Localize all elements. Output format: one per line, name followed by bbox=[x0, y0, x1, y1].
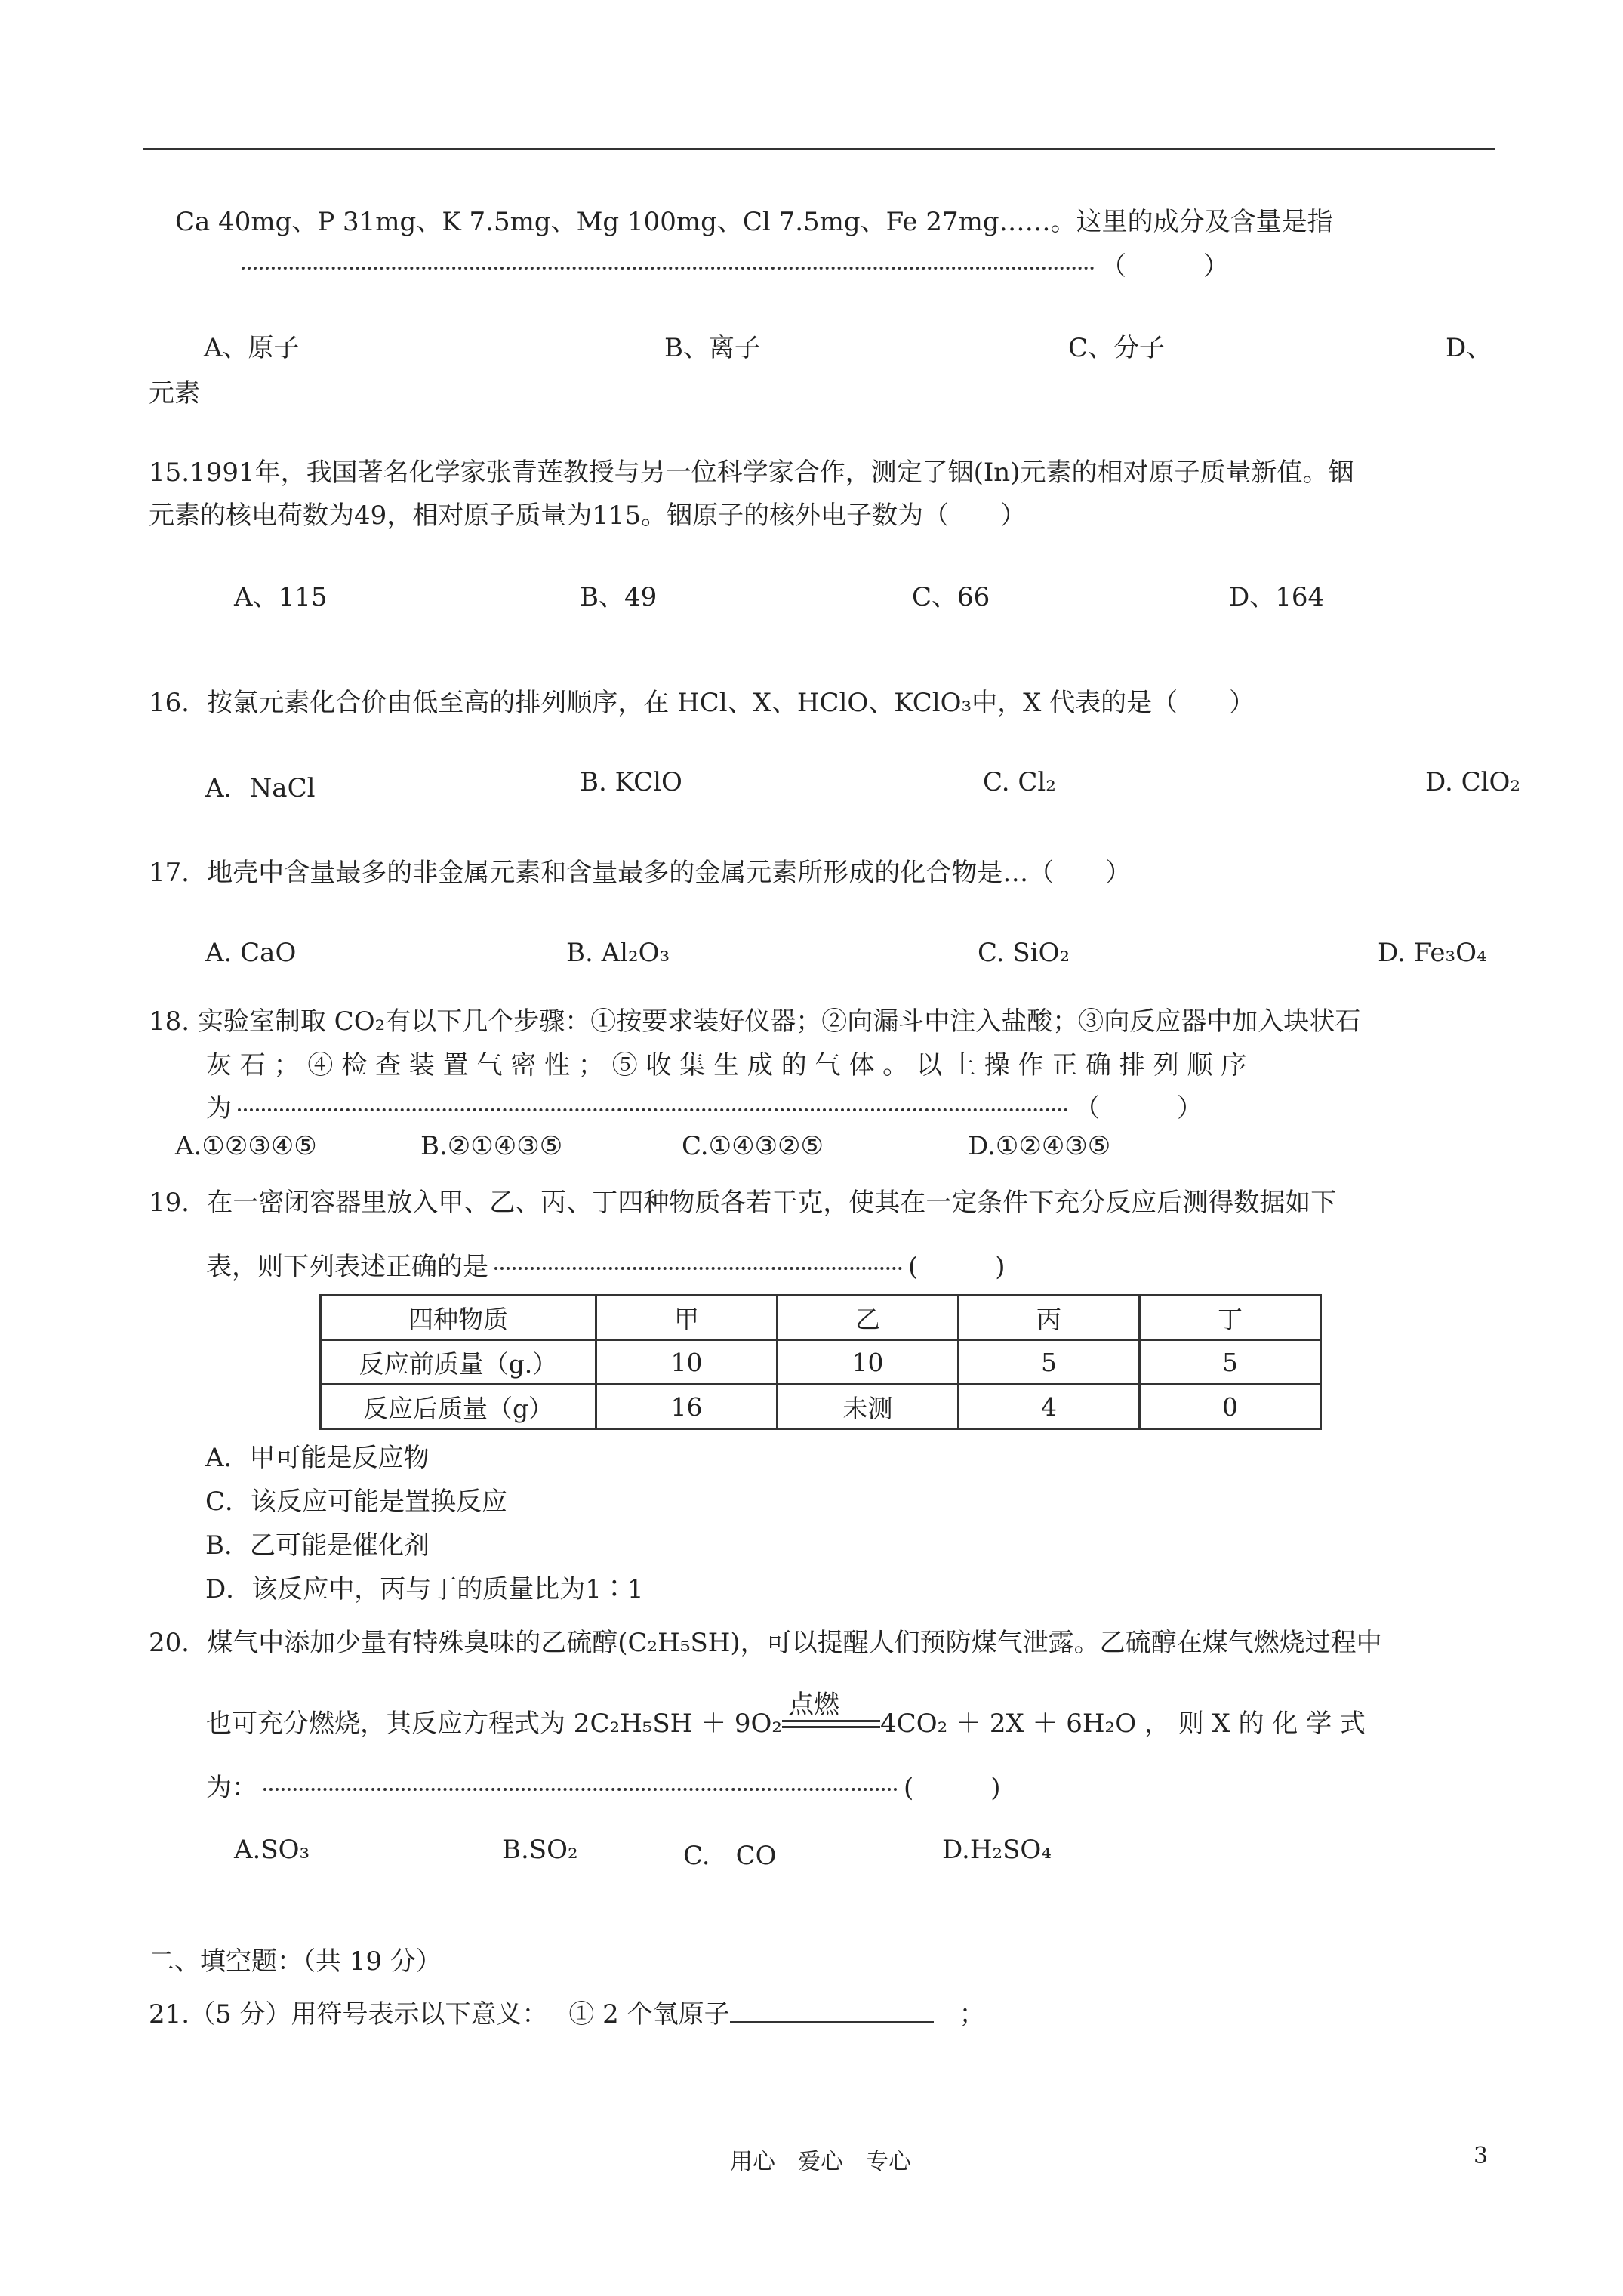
question-20-line1: 20．煤气中添加少量有特殊臭味的乙硫醇(C₂H₅SH)，可以提醒人们预防煤气泄露。乙硫醇在煤气燃烧过程中 bbox=[149, 1628, 1382, 1658]
q20-option-a: A.SO₃ bbox=[234, 1835, 310, 1865]
table-cell: 反应后质量（g） bbox=[321, 1385, 596, 1429]
table-cell: 未测 bbox=[778, 1385, 959, 1429]
data-table bbox=[319, 1294, 1322, 1430]
option-c: C、分子 bbox=[1068, 333, 1166, 363]
q19-option-c: C．该反应可能是置换反应 bbox=[205, 1487, 508, 1517]
answer-paren: （ ） bbox=[1101, 251, 1229, 282]
q16-option-a: A．NaCl bbox=[205, 773, 316, 803]
q19-option-b: B．乙可能是催化剂 bbox=[205, 1530, 430, 1561]
question-14-line1: Ca 40mg、P 31mg、K 7.5mg、Mg 100mg、Cl 7.5mg、Fe 27mg……。这里的成分及含量是指 bbox=[175, 207, 1333, 237]
option-d-wrap: 元素 bbox=[149, 378, 200, 408]
q21-text: 21.（5 分）用符号表示以下意义： ① 2 个氧原子 bbox=[149, 1999, 730, 2029]
question-20-line3 bbox=[206, 1767, 1001, 1804]
footer-slogan: 用心 爱心 专心 bbox=[730, 2149, 911, 2175]
question-15-line1: 15.1991年，我国著名化学家张青莲教授与另一位科学家合作，测定了铟(In)元素的相对原子质量新值。铟 bbox=[149, 458, 1354, 488]
question-17-stem: 17．地壳中含量最多的非金属元素和含量最多的金属元素所形成的化合物是…（ ） bbox=[149, 858, 1132, 888]
table-cell: 16 bbox=[596, 1385, 778, 1429]
dot-leader bbox=[242, 267, 1095, 270]
answer-blank[interactable] bbox=[730, 1999, 934, 2023]
q20-line3-start: 为： bbox=[206, 1773, 257, 1803]
table-cell: 10 bbox=[778, 1340, 959, 1385]
q20-option-c: C. CO bbox=[683, 1841, 777, 1871]
table-row bbox=[321, 1340, 1321, 1385]
question-19-line1: 19．在一密闭容器里放入甲、乙、丙、丁四种物质各若干克，使其在一定条件下充分反应后测得数据如下 bbox=[149, 1188, 1337, 1218]
reaction-condition: 点燃 bbox=[788, 1690, 840, 1720]
question-19-line2 bbox=[206, 1246, 1006, 1283]
equation-left: 也可充分燃烧，其反应方程式为 2C₂H₅SH ＋ 9O₂ bbox=[206, 1709, 783, 1739]
question-18-line1: 18. 实验室制取 CO₂有以下几个步骤：①按要求装好仪器；②向漏斗中注入盐酸；③向反应器中加入块状石 bbox=[149, 1006, 1361, 1037]
q18-line3-start: 为 bbox=[206, 1093, 232, 1123]
answer-paren: ( ) bbox=[908, 1252, 1006, 1282]
q20-option-d: D.H₂SO₄ bbox=[942, 1835, 1052, 1865]
question-18-line2: 灰 石 ； ④ 检 查 装 置 气 密 性 ； ⑤ 收 集 生 成 的 气 体 。 以 上 操 作 正 确 排 列 顺 序 bbox=[206, 1050, 1247, 1080]
table-header-cell: 甲 bbox=[596, 1296, 778, 1340]
q18-option-c: C.①④③②⑤ bbox=[682, 1131, 824, 1161]
question-20-equation-line bbox=[206, 1690, 1366, 1740]
option-b: B、离子 bbox=[664, 333, 760, 363]
reaction-arrow bbox=[782, 1690, 880, 1737]
q19-line2-text: 表，则下列表述正确的是 bbox=[206, 1252, 488, 1282]
table-cell: 5 bbox=[959, 1340, 1140, 1385]
q16-option-b: B. KClO bbox=[580, 767, 682, 797]
dot-leader bbox=[494, 1267, 902, 1270]
answer-paren: （ ） bbox=[1074, 1093, 1203, 1123]
table-cell: 5 bbox=[1140, 1340, 1321, 1385]
table-header-cell: 四种物质 bbox=[321, 1296, 596, 1340]
table-cell: 反应前质量（g.） bbox=[321, 1340, 596, 1385]
q16-option-d: D. ClO₂ bbox=[1425, 767, 1521, 797]
answer-paren: ( ) bbox=[904, 1773, 1001, 1803]
q15-option-d: D、164 bbox=[1229, 582, 1325, 612]
table-header-cell: 丁 bbox=[1140, 1296, 1321, 1340]
question-16-stem: 16．按氯元素化合价由低至高的排列顺序，在 HCl、X、HClO、KClO₃中，X 代表的是（ ） bbox=[149, 688, 1255, 718]
dot-leader bbox=[263, 1788, 898, 1791]
table-header-cell: 乙 bbox=[778, 1296, 959, 1340]
q20-option-b: B.SO₂ bbox=[502, 1835, 578, 1865]
table-header-row bbox=[321, 1296, 1321, 1340]
dot-leader bbox=[238, 1108, 1068, 1111]
option-a: A、原子 bbox=[204, 333, 300, 363]
equals-bar-top bbox=[782, 1720, 880, 1722]
q17-option-c: C. SiO₂ bbox=[978, 938, 1070, 968]
table-cell: 10 bbox=[596, 1340, 778, 1385]
q21-end: ； bbox=[959, 1999, 985, 2029]
q19-option-a: A．甲可能是反应物 bbox=[205, 1443, 430, 1473]
section-2-heading: 二、填空题：（共 19 分） bbox=[149, 1946, 442, 1977]
question-21 bbox=[149, 1993, 985, 2030]
table-cell: 0 bbox=[1140, 1385, 1321, 1429]
option-d: D、 bbox=[1446, 333, 1492, 363]
table-header-cell: 丙 bbox=[959, 1296, 1140, 1340]
q19-option-d: D．该反应中，丙与丁的质量比为1∶1 bbox=[205, 1574, 644, 1604]
q18-option-b: B.②①④③⑤ bbox=[420, 1131, 563, 1161]
table-cell: 4 bbox=[959, 1385, 1140, 1429]
q15-option-b: B、49 bbox=[580, 582, 658, 612]
q17-option-a: A. CaO bbox=[205, 938, 297, 968]
equals-bar-bottom bbox=[782, 1726, 880, 1728]
header-rule bbox=[143, 148, 1495, 150]
q18-option-a: A.①②③④⑤ bbox=[175, 1131, 317, 1161]
q18-option-d: D.①②④③⑤ bbox=[968, 1131, 1111, 1161]
question-14-answer-line bbox=[236, 245, 1229, 282]
question-18-line3 bbox=[206, 1087, 1203, 1124]
q17-option-b: B. Al₂O₃ bbox=[566, 938, 670, 968]
table-row bbox=[321, 1385, 1321, 1429]
question-15-line2: 元素的核电荷数为49，相对原子质量为115。铟原子的核外电子数为（ ） bbox=[149, 501, 1027, 531]
equation-right: 4CO₂ ＋ 2X ＋ 6H₂O ， 则 X 的 化 学 式 bbox=[880, 1709, 1366, 1739]
q15-option-a: A、115 bbox=[234, 582, 328, 612]
q16-option-c: C. Cl₂ bbox=[983, 767, 1056, 797]
page-number: 3 bbox=[1474, 2143, 1489, 2169]
q15-option-c: C、66 bbox=[912, 582, 990, 612]
q17-option-d: D. Fe₃O₄ bbox=[1378, 938, 1487, 968]
